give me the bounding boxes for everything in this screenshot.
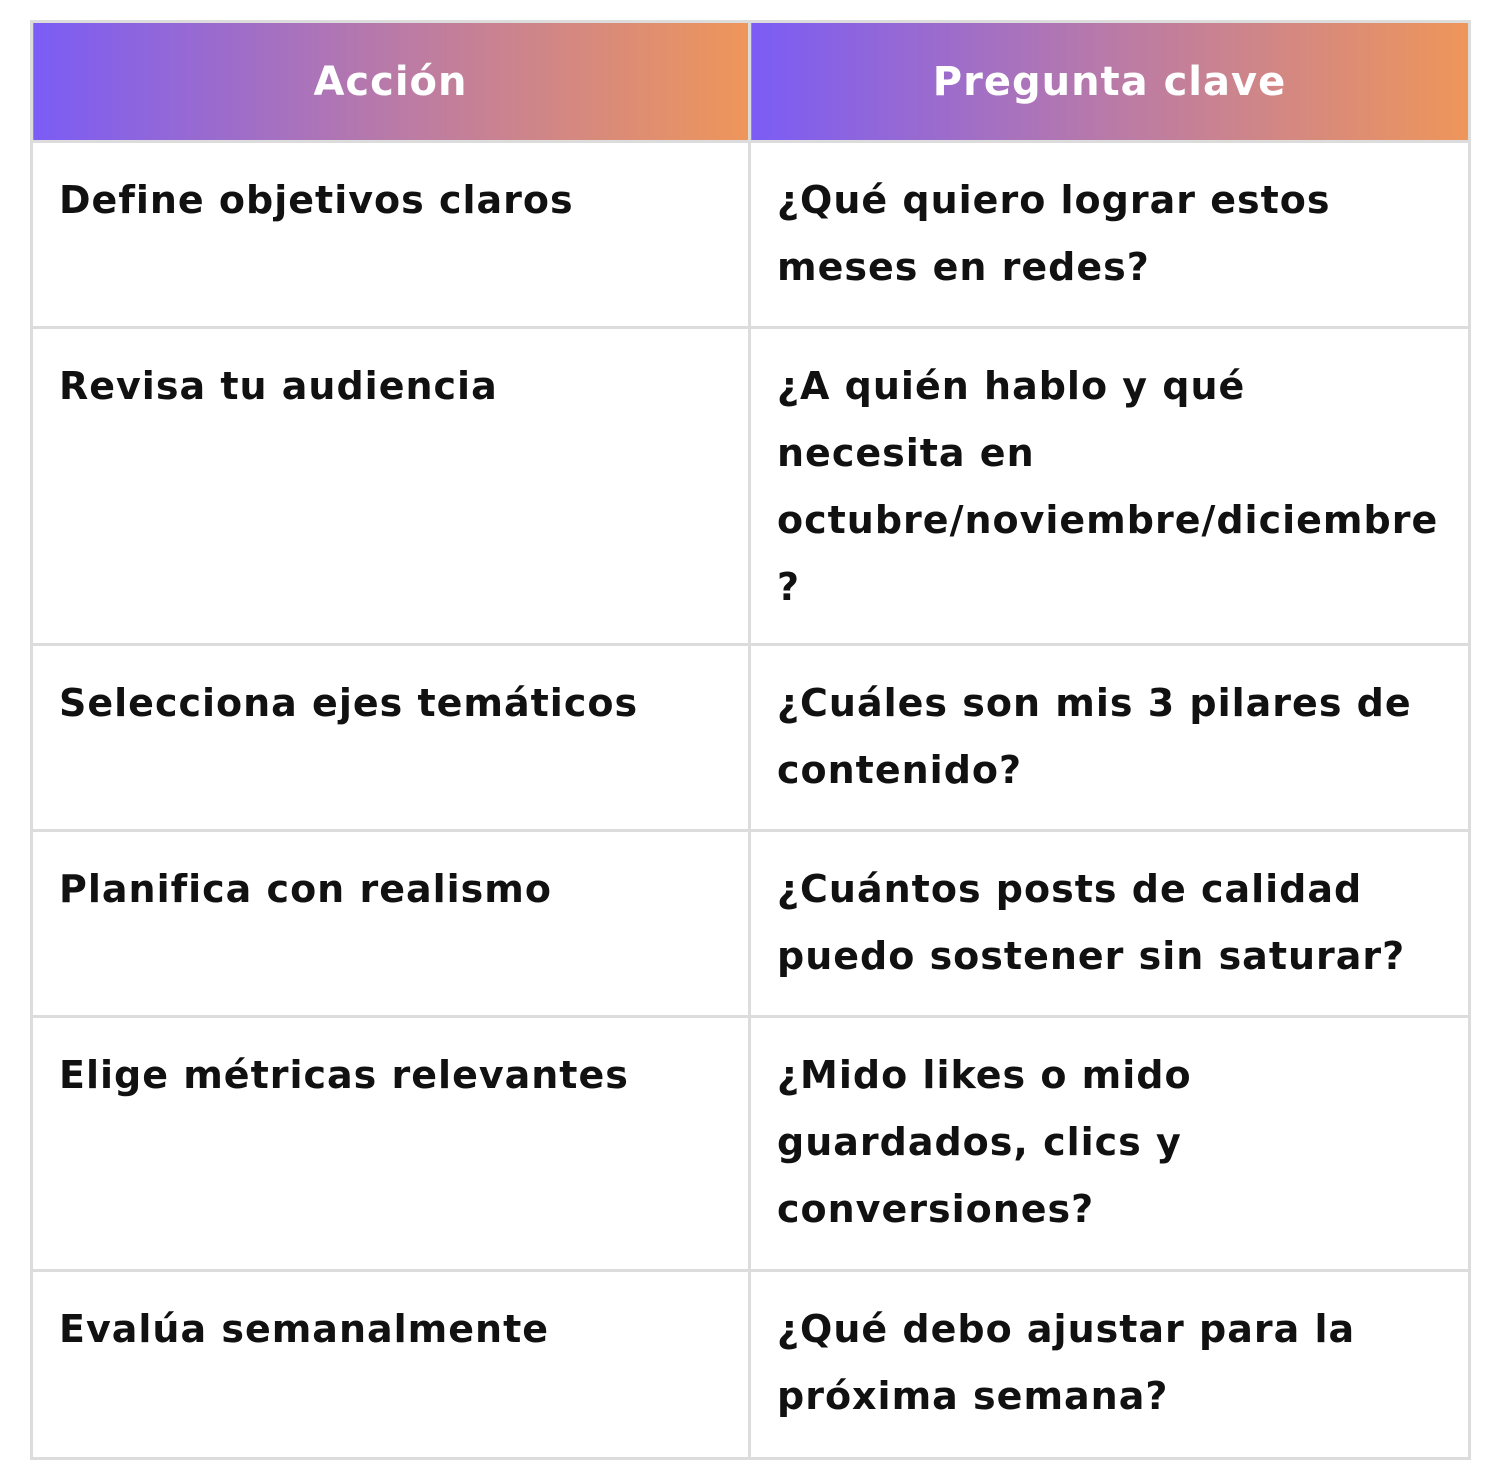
action-cell: Evalúa semanalmente [32,1271,750,1459]
question-cell: ¿A quién hablo y qué necesita en octubre/noviembre/diciembre? [750,328,1470,645]
header-action: Acción [32,22,750,142]
table-row [32,142,1470,328]
question-cell: ¿Qué debo ajustar para la próxima semana? [750,1271,1470,1459]
action-cell: Revisa tu audiencia [32,328,750,645]
table-row [32,645,1470,831]
table-body [32,142,1470,1459]
action-question-table [30,20,1471,1460]
action-cell: Elige métricas relevantes [32,1017,750,1271]
table-row [32,328,1470,645]
table-row [32,1017,1470,1271]
action-cell: Selecciona ejes temáticos [32,645,750,831]
question-cell: ¿Cuántos posts de calidad puedo sostener sin saturar? [750,831,1470,1017]
header-row [32,22,1470,142]
question-cell: ¿Qué quiero lograr estos meses en redes? [750,142,1470,328]
question-cell: ¿Cuáles son mis 3 pilares de contenido? [750,645,1470,831]
header-question: Pregunta clave [750,22,1470,142]
table-row [32,831,1470,1017]
question-cell: ¿Mido likes o mido guardados, clics y conversiones? [750,1017,1470,1271]
action-question-table-container [30,20,1468,1418]
table-row [32,1271,1470,1459]
action-cell: Planifica con realismo [32,831,750,1017]
action-cell: Define objetivos claros [32,142,750,328]
table-header [32,22,1470,142]
